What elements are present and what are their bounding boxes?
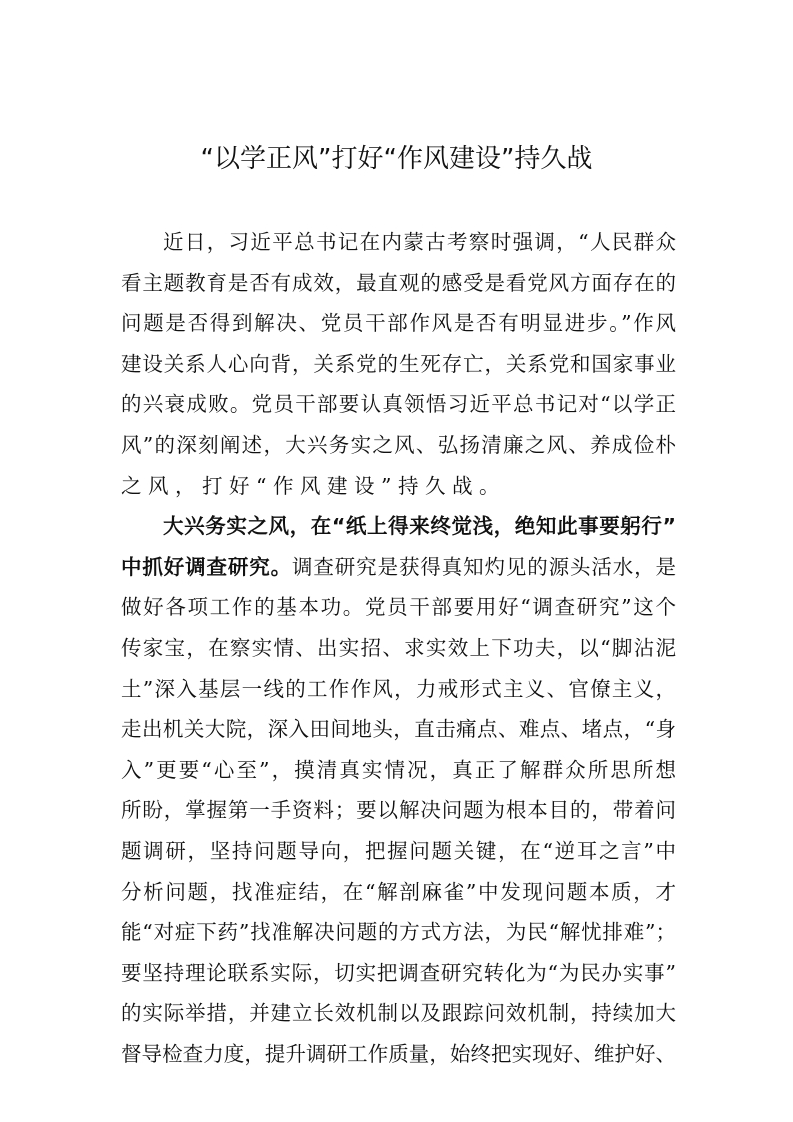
text-line: 能“对症下药”找准解决问题的方式方法，为民“解忧排难”；: [121, 920, 676, 945]
text-line: 督导检查力度，提升调研工作质量，始终把实现好、维护好、: [121, 1041, 676, 1066]
text-line: 走出机关大院，深入田间地头，直击痛点、难点、堵点，“身: [121, 717, 676, 742]
text-line: 传家宝，在察实情、出实招、求实效上下功夫，以“脚沾泥: [121, 635, 676, 660]
text-run: 调查研究是获得真知灼见的源头活水，是: [292, 554, 677, 579]
text-line: 土”深入基层一线的工作作风，力戒形式主义、官僚主义，: [121, 676, 676, 701]
text-line: 的实际举措，并建立长效机制以及跟踪问效机制，持续加大: [121, 1001, 676, 1026]
text-line: 风”的深刻阐述，大兴务实之风、弘扬清廉之风、养成俭朴: [121, 432, 676, 457]
text-line: 近日，习近平总书记在内蒙古考察时强调，“人民群众: [163, 230, 676, 254]
paragraph-heading-end: 中抓好调查研究。: [121, 554, 293, 579]
text-line: 之风，打好“作风建设”持久战。: [121, 473, 506, 498]
paragraph-heading: 大兴务实之风，在“纸上得来终觉浅，绝知此事要躬行”: [163, 514, 676, 539]
text-line: 入”更要“心至”，摸清真实情况，真正了解群众所思所想: [121, 757, 676, 782]
text-line: 的兴衰成败。党员干部要认真领悟习近平总书记对“以学正: [121, 392, 676, 417]
document-body: [121, 222, 676, 1074]
text-line: 分析问题，找准症结，在“解剖麻雀”中发现问题本质，才: [121, 879, 676, 904]
text-line: 所盼，掌握第一手资料；要以解决问题为根本目的，带着问: [121, 798, 676, 823]
text-line: 做好各项工作的基本功。党员干部要用好“调查研究”这个: [121, 595, 676, 620]
text-line: 问题是否得到解决、党员干部作风是否有明显进步。”作风: [121, 311, 676, 336]
text-line: 看主题教育是否有成效，最直观的感受是看党风方面存在的: [121, 270, 676, 295]
document-title: “以学正风”打好“作风建设”持久战: [200, 144, 593, 174]
text-line: 要坚持理论联系实际，切实把调查研究转化为“为民办实事”: [121, 960, 676, 985]
text-line: 建设关系人心向背，关系党的生死存亡，关系党和国家事业: [121, 351, 676, 376]
paragraph-2: [121, 506, 676, 1074]
text-line: 题调研，坚持问题导向，把握问题关键，在“逆耳之言”中: [121, 838, 676, 863]
paragraph-1: [121, 222, 676, 506]
text-line: [121, 547, 676, 588]
